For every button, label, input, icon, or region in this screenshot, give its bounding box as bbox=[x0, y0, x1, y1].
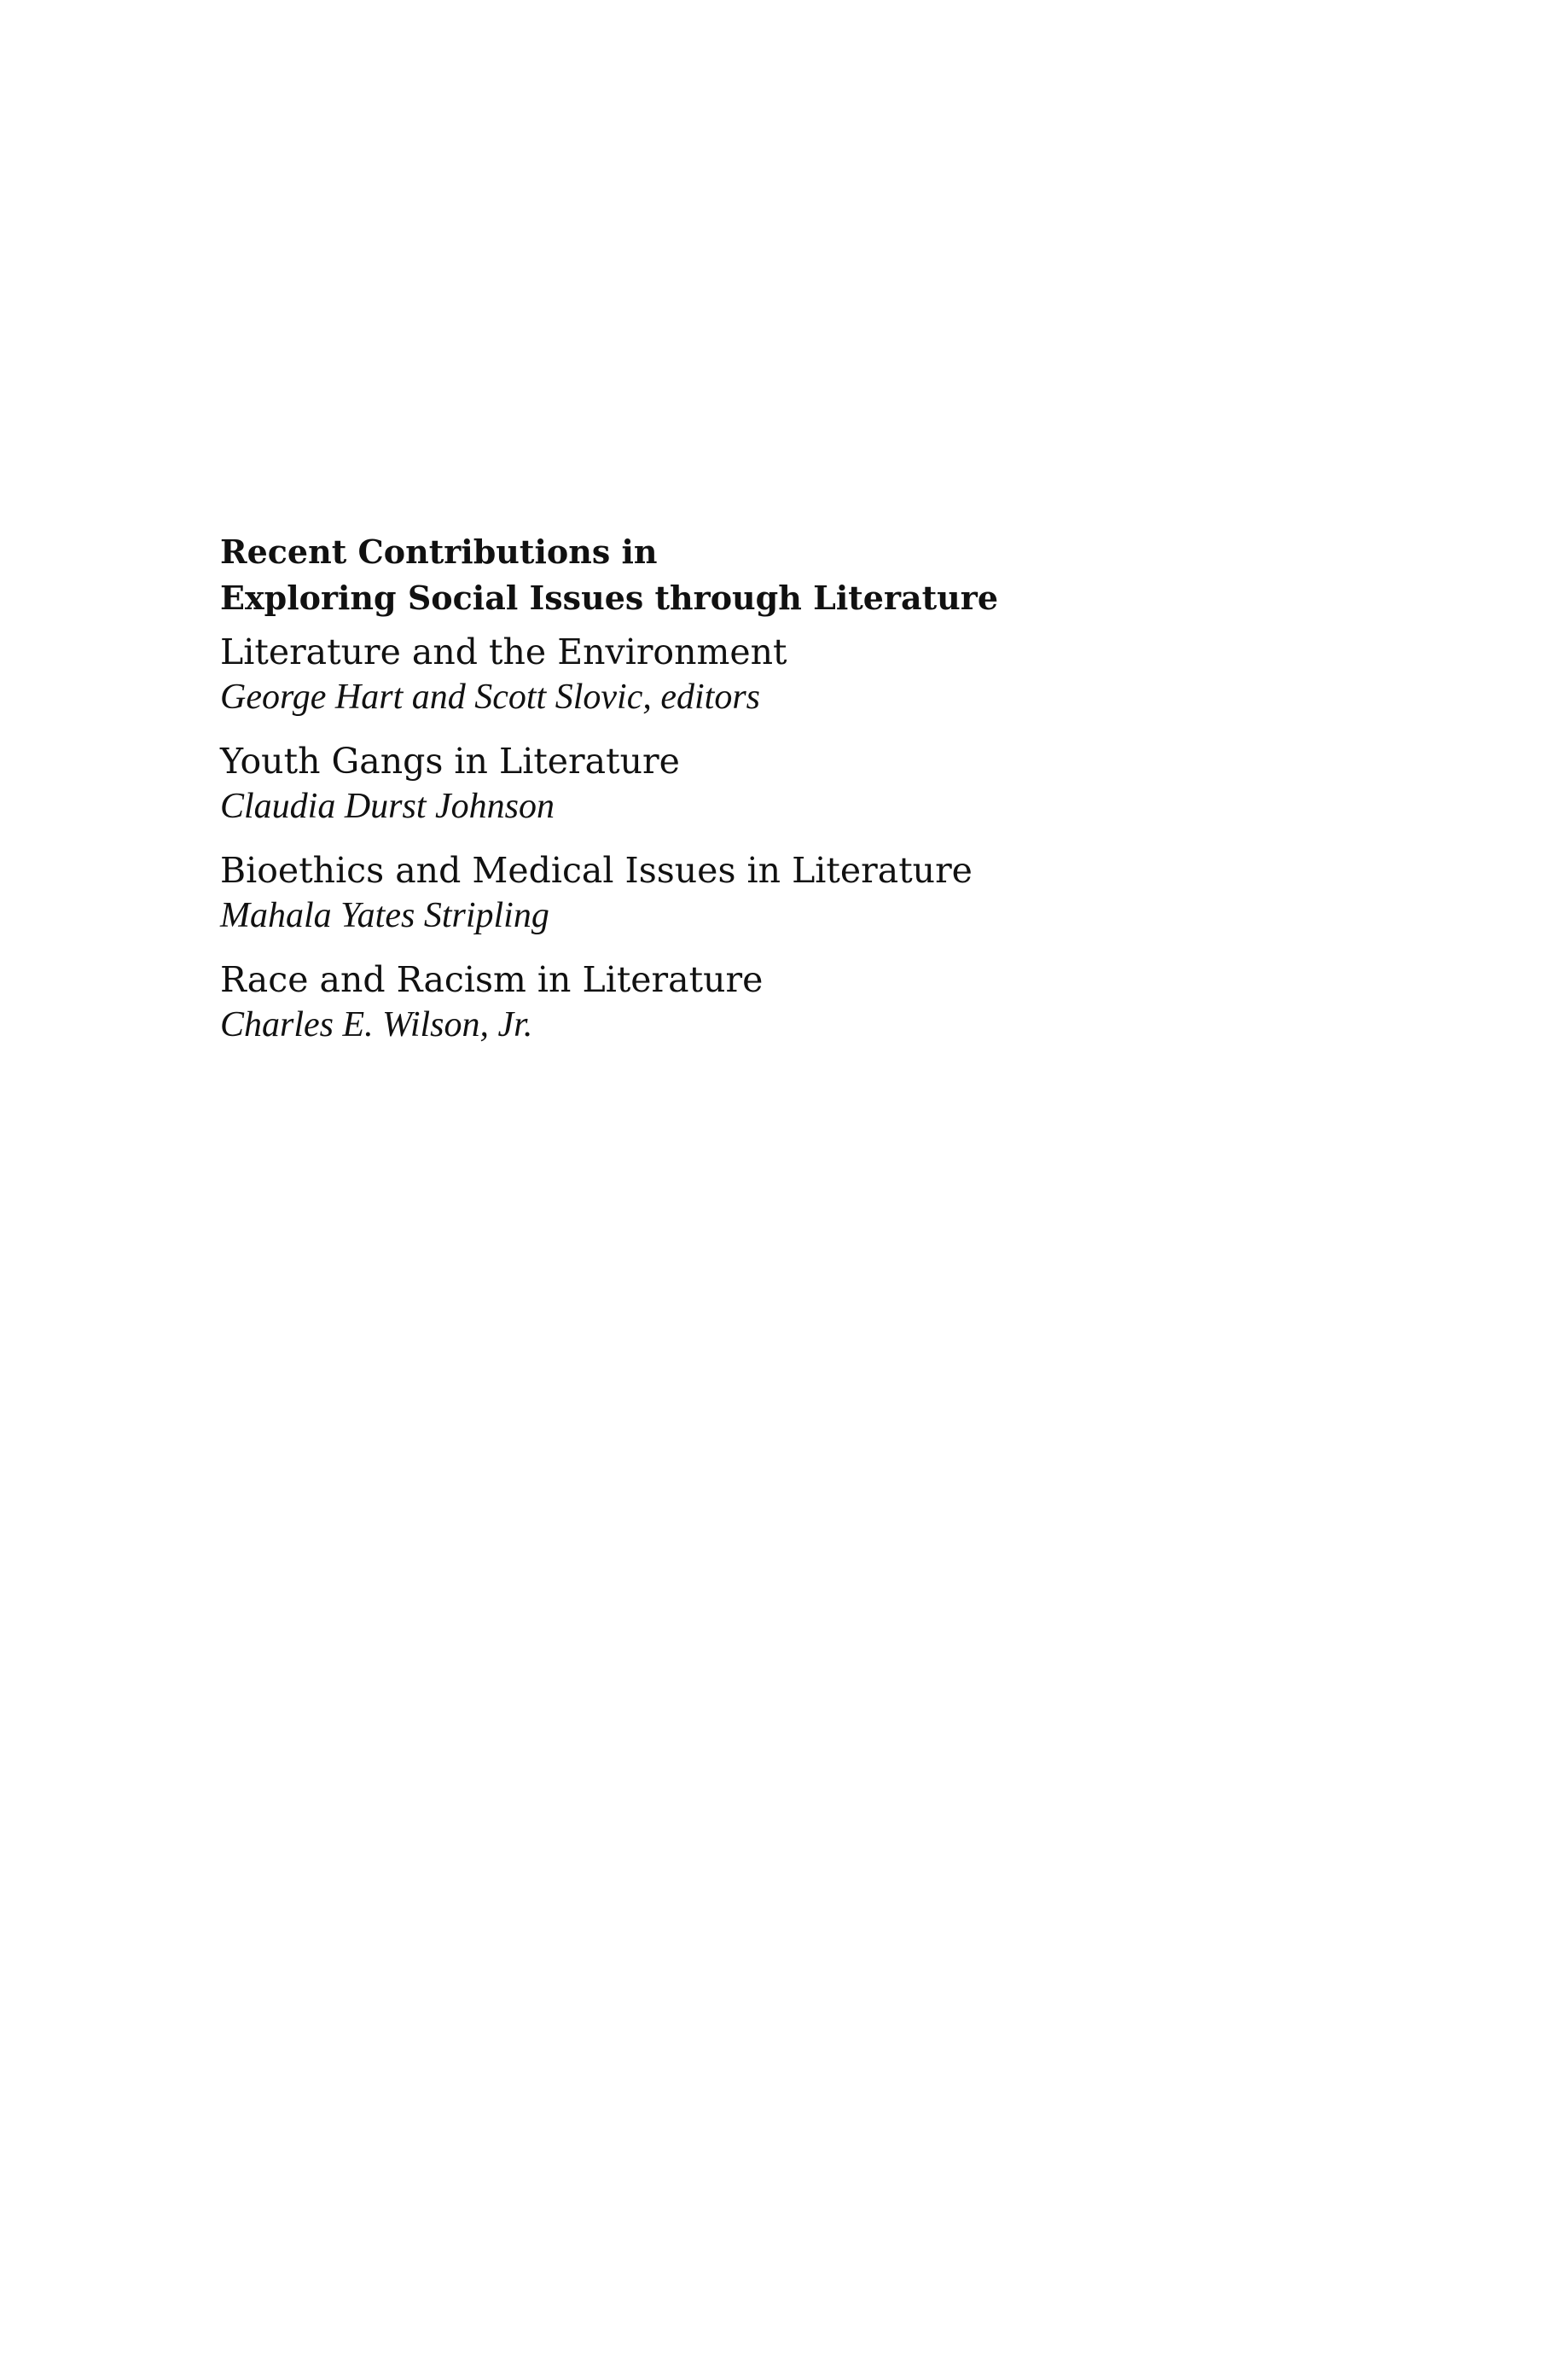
series-list bbox=[220, 529, 1244, 1067]
series-entry bbox=[220, 630, 1244, 720]
entry-title: Race and Racism in Literature bbox=[220, 959, 764, 1000]
entry-author: Claudia Durst Johnson bbox=[220, 787, 555, 826]
series-heading bbox=[220, 529, 1244, 621]
entry-title: Literature and the Environment bbox=[220, 631, 787, 672]
series-heading-line-2: Exploring Social Issues through Literature bbox=[220, 579, 998, 617]
series-heading-line-1: Recent Contributions in bbox=[220, 532, 658, 571]
entry-author: George Hart and Scott Slovic, editors bbox=[220, 678, 761, 717]
entry-author: Mahala Yates Stripling bbox=[220, 896, 549, 935]
series-entry bbox=[220, 848, 1244, 939]
series-entry bbox=[220, 739, 1244, 829]
series-entry bbox=[220, 957, 1244, 1048]
entry-title: Bioethics and Medical Issues in Literature bbox=[220, 850, 973, 891]
entry-title: Youth Gangs in Literature bbox=[220, 741, 680, 782]
entry-author: Charles E. Wilson, Jr. bbox=[220, 1005, 533, 1044]
